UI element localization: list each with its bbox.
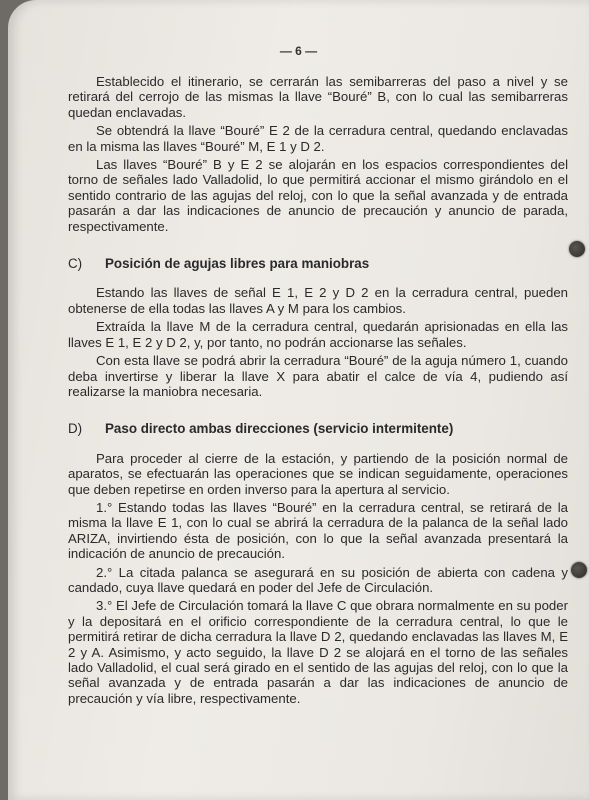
paragraph: 1.° Estando todas las llaves “Bouré” en la cerradura central, se retirará de la misma la llave E 1, con lo cual se abrirá la cerradura de la palanca de la señal lado ARIZA, invirtiendo ésta de posición, con lo que la señal avanzada presentará la indicación de anuncio de precaución. [68, 499, 568, 562]
binder-hole [571, 562, 587, 578]
paragraph: Las llaves “Bouré” B y E 2 se alojarán en los espacios correspondientes del torno de señales lado Valladolid, lo que permitirá accionar el mismo girándolo en el sentido contrario de las agujas del reloj, con lo que la señal avanzada y de entrada pasarán a dar las indicaciones de anuncio de precaución y anuncio de parada, respectivamente. [68, 157, 568, 234]
paragraph: Para proceder al cierre de la estación, y partiendo de la posición normal de aparatos, se efectuarán las operaciones que se indican seguidamente, operaciones que deben repetirse en orden inverso para la apertura al servicio. [68, 450, 568, 497]
paragraph: 2.° La citada palanca se asegurará en su posición de abierta con cadena y candado, cuya llave quedará en poder del Jefe de Circulación. [68, 564, 568, 595]
section-letter: C) [68, 256, 83, 272]
section-heading-d [68, 421, 568, 436]
section-title: Posición de agujas libres para maniobras [105, 256, 370, 272]
section-letter: D) [68, 421, 83, 437]
document-body [68, 74, 568, 709]
paragraph: Establecido el itinerario, se cerrarán las semibarreras del paso a nivel y se retirará del cerrojo de las mismas la llave “Bouré” B, con lo cual las semibarreras quedan enclavadas. [68, 74, 568, 120]
paragraph: 3.° El Jefe de Circulación tomará la llave C que obrara normalmente en su poder y la depositará en el orificio correspondiente de la cerradura central, lo que le permitirá retirar de dicha cerradura la llave D 2, quedando enclavadas las llaves M, E 2 y A. Asimismo, y acto seguido, la llave D 2 se alojará en el torno de las señales lado Valladolid, el cual será girado en el sentido de las agujas del reloj, con lo que la señal avanzada y de entrada pasarán a dar las indicaciones de anuncio de precaución y vía libre, respectivamente. [68, 598, 568, 706]
page-number: — 6 — [279, 44, 318, 58]
paragraph: Estando las llaves de señal E 1, E 2 y D 2 en la cerradura central, pueden obtenerse de ella todas las llaves A y M para los cambios. [68, 285, 568, 316]
paragraph: Se obtendrá la llave “Bouré” E 2 de la cerradura central, quedando enclavadas en la misma las llaves “Bouré” M, E 1 y D 2. [68, 123, 568, 154]
section-title: Paso directo ambas direcciones (servicio intermitente) [105, 421, 454, 437]
paragraph: Extraída la llave M de la cerradura central, quedarán aprisionadas en ella las llaves E 1, E 2 y D 2, y, por tanto, no podrán accionarse las señales. [68, 319, 568, 350]
paragraph: Con esta llave se podrá abrir la cerradura “Bouré” de la aguja número 1, cuando deba invertirse y liberar la llave X para abatir el calce de vía 4, pudiendo así realizarse la maniobra necesaria. [68, 353, 568, 399]
document-page [8, 0, 589, 800]
binder-hole [569, 241, 585, 257]
section-heading-c [68, 256, 568, 271]
